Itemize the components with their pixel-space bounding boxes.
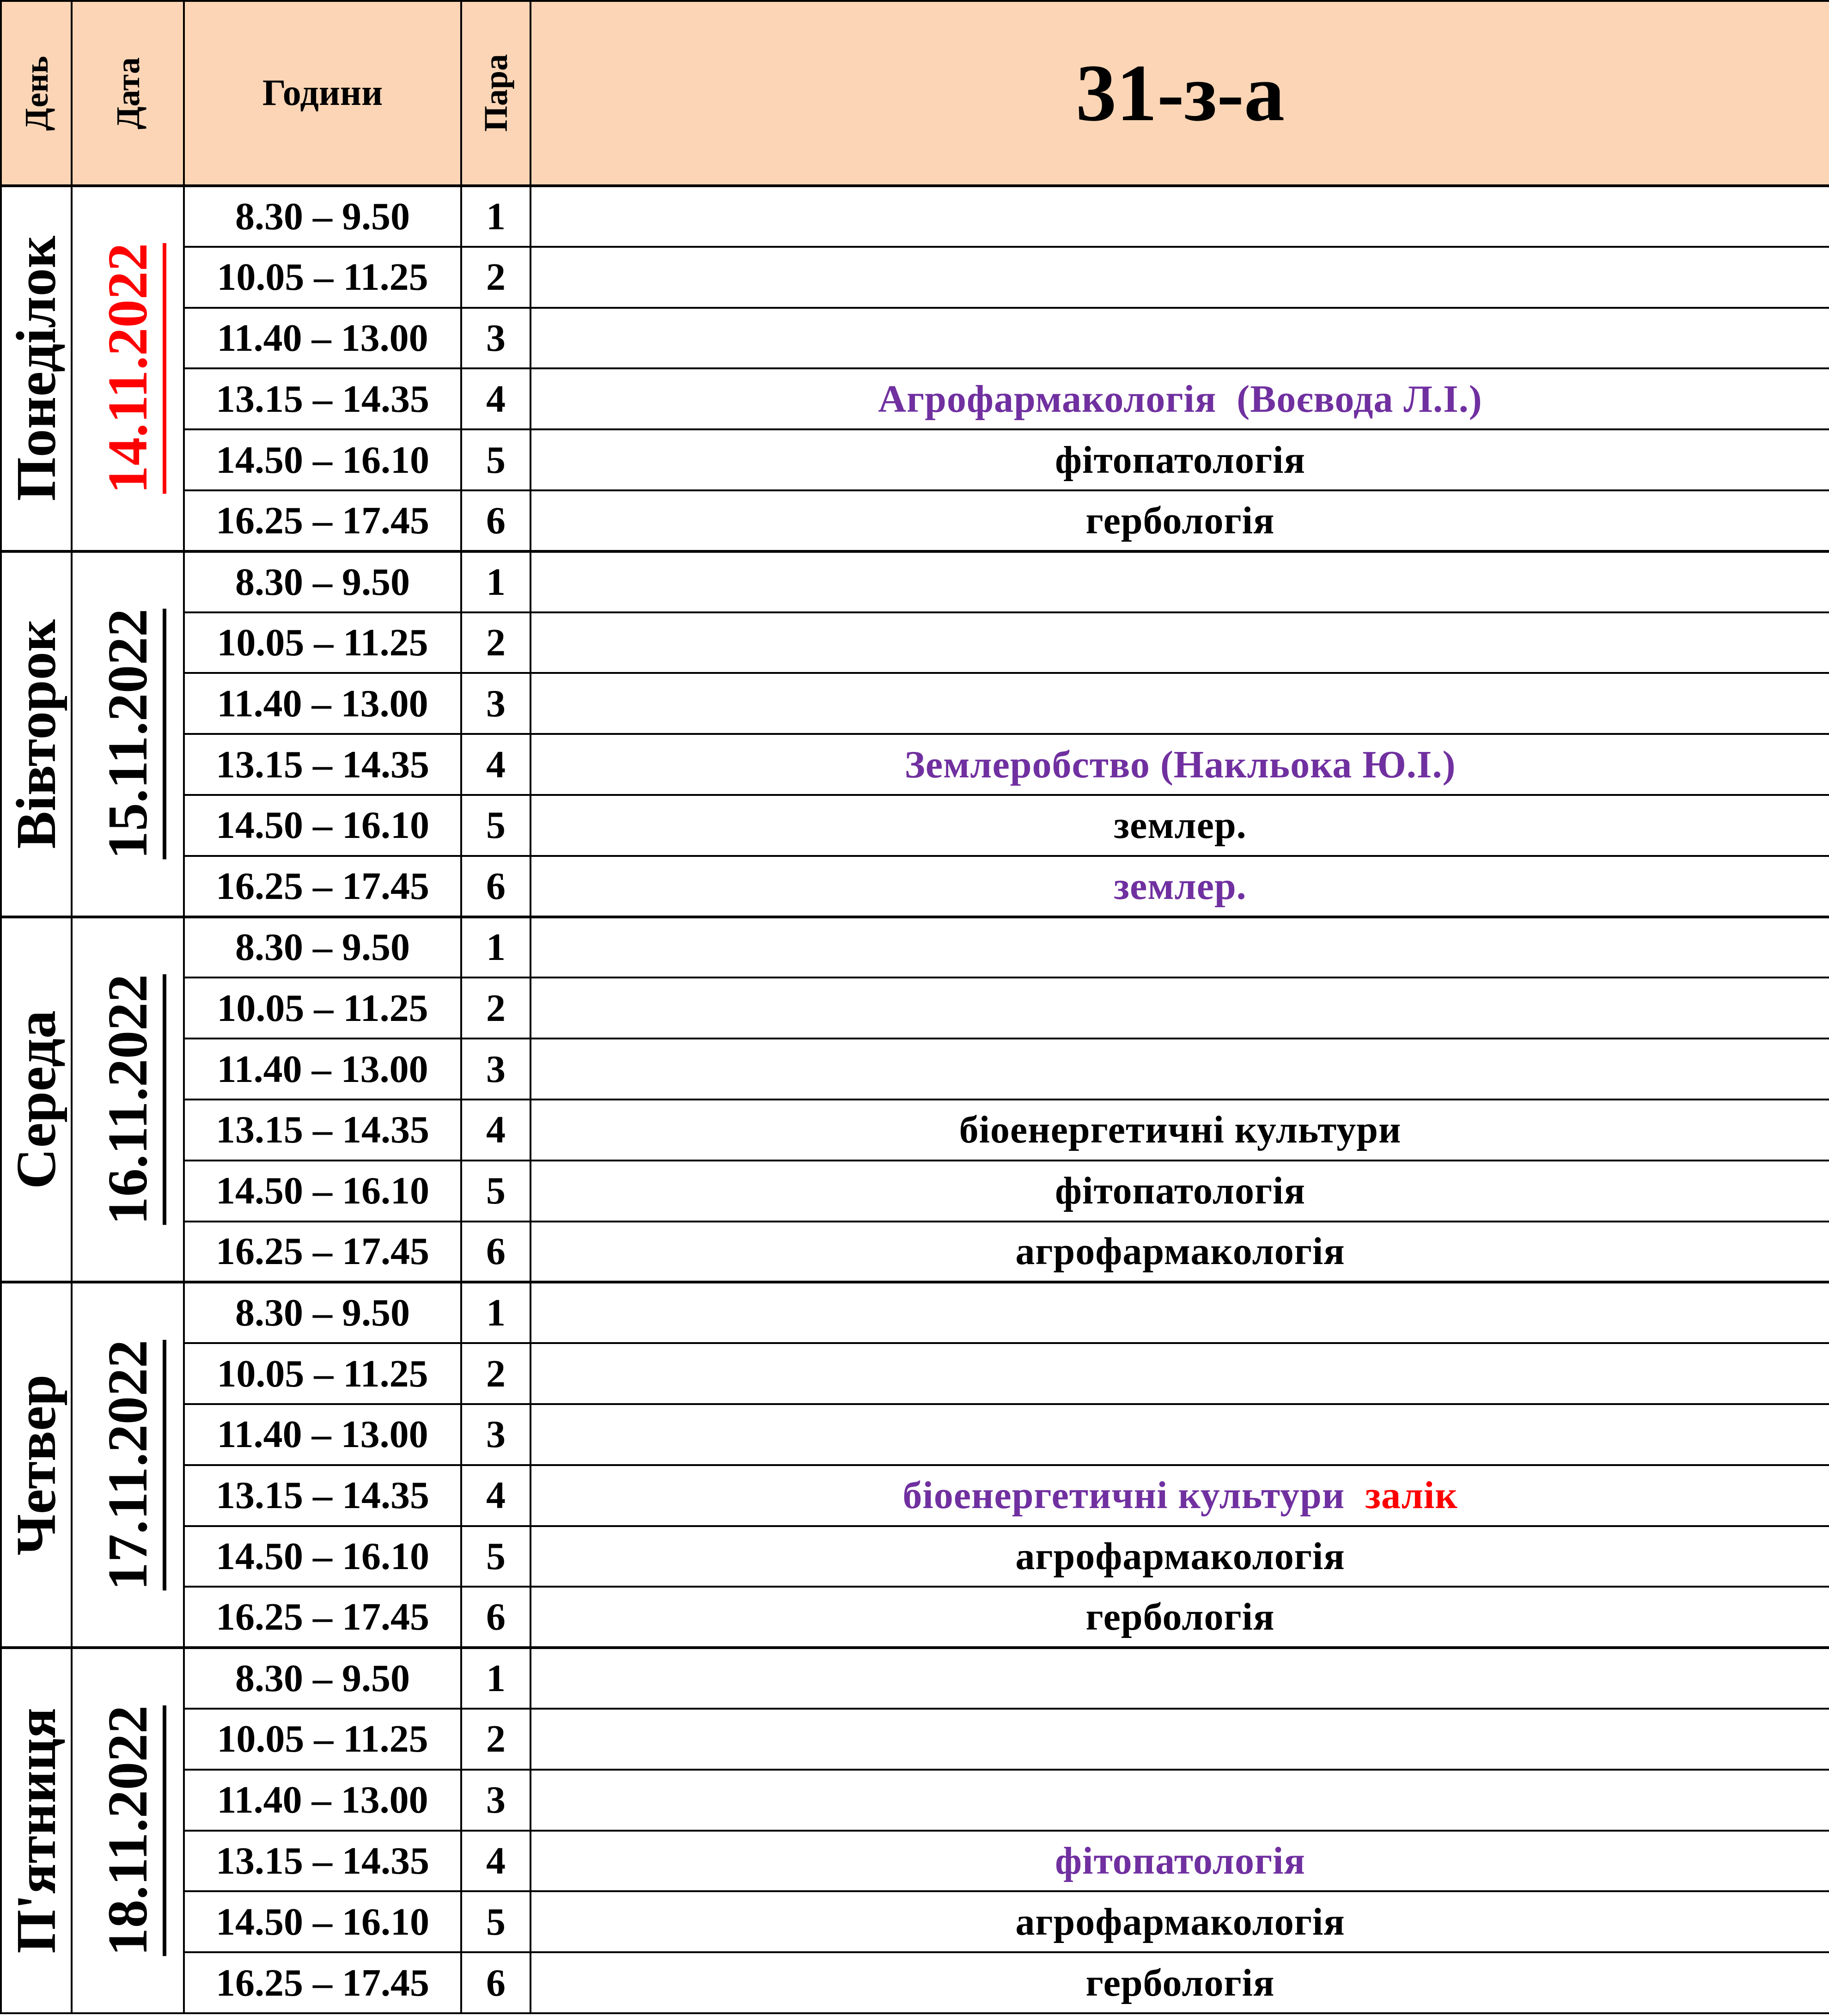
table-row [1,1039,1829,1100]
table-row [1,977,1829,1039]
day-name: Середа [5,1010,67,1189]
time-cell: 8.30 – 9.50 [184,186,461,247]
pair-number-cell: 3 [461,1770,530,1831]
time-cell: 10.05 – 11.25 [184,977,461,1039]
table-row [1,308,1829,369]
time-cell: 13.15 – 14.35 [184,734,461,795]
subject-text: фітопатологія [1055,1839,1305,1882]
date-cell [72,1282,184,1648]
time-cell: 10.05 – 11.25 [184,1709,461,1770]
header-row [1,1,1829,186]
pair-number-cell: 6 [461,856,530,917]
header-date-cell [72,1,184,186]
subject-cell [530,1770,1829,1831]
time-cell: 14.50 – 16.10 [184,429,461,490]
time-cell: 14.50 – 16.10 [184,1891,461,1952]
subject-text: землер. [1114,804,1247,847]
time-cell: 16.25 – 17.45 [184,856,461,917]
subject-cell [530,612,1829,673]
pair-number-cell: 5 [461,1891,530,1952]
time-cell: 8.30 – 9.50 [184,917,461,978]
subject-text: фітопатологія [1055,1169,1305,1213]
table-row [1,1648,1829,1709]
pair-number-cell: 1 [461,1648,530,1709]
subject-cell [530,1587,1829,1648]
subject-cell [530,1404,1829,1465]
pair-number-cell: 2 [461,1709,530,1770]
pair-number-cell: 4 [461,1831,530,1892]
table-row [1,1709,1829,1770]
day-cell [1,551,72,917]
time-cell: 16.25 – 17.45 [184,1222,461,1283]
subject-cell [530,1648,1829,1709]
subject-cell [530,186,1829,247]
time-cell: 11.40 – 13.00 [184,1039,461,1100]
time-cell: 14.50 – 16.10 [184,1526,461,1587]
subject-cell [530,1100,1829,1161]
day-name: П'ятниця [5,1708,67,1954]
time-cell: 14.50 – 16.10 [184,795,461,856]
subject-cell [530,429,1829,490]
subject-text: гербологія [1085,1961,1275,2004]
header-hours-cell [184,1,461,186]
table-row [1,1831,1829,1892]
pair-number-cell: 1 [461,917,530,978]
subject-cell [530,1343,1829,1404]
subject-cell [530,1222,1829,1283]
day-cell [1,186,72,551]
subject-text: біоенергетичні культури [959,1108,1402,1152]
subject-text: біоенергетичні культури [902,1474,1366,1517]
header-day-cell [1,1,72,186]
time-cell: 16.25 – 17.45 [184,1952,461,2013]
pair-number-cell: 4 [461,1100,530,1161]
time-cell: 11.40 – 13.00 [184,1770,461,1831]
subject-cell [530,1952,1829,2013]
subject-cell [530,490,1829,551]
pair-number-cell: 2 [461,977,530,1039]
header-pair: Пара [477,54,514,132]
table-row [1,673,1829,734]
date-cell [72,1648,184,2013]
date-text: 17.11.2022 [96,1339,159,1590]
time-cell: 10.05 – 11.25 [184,247,461,308]
table-row [1,734,1829,795]
table-row [1,1587,1829,1648]
pair-number-cell: 6 [461,1587,530,1648]
subject-text: фітопатологія [1055,438,1305,482]
table-row [1,186,1829,247]
table-row [1,1465,1829,1526]
pair-number-cell: 2 [461,612,530,673]
pair-number-cell: 2 [461,1343,530,1404]
pair-number-cell: 3 [461,1039,530,1100]
date-text: 14.11.2022 [96,243,159,494]
subject-cell [530,977,1829,1039]
pair-number-cell: 5 [461,795,530,856]
date-text: 15.11.2022 [96,609,159,860]
header-pair-cell [461,1,530,186]
time-cell: 8.30 – 9.50 [184,1648,461,1709]
subject-cell [530,1465,1829,1526]
table-row [1,612,1829,673]
subject-cell [530,1161,1829,1222]
subject-cell [530,1282,1829,1343]
table-row [1,368,1829,429]
subject-text: агрофармакологія [1015,1900,1345,1943]
header-day: День [18,55,55,131]
time-cell: 16.25 – 17.45 [184,490,461,551]
pair-number-cell: 3 [461,308,530,369]
table-row [1,1161,1829,1222]
subject-cell [530,1526,1829,1587]
schedule-body [1,186,1829,2013]
subject-cell [530,917,1829,978]
table-row [1,551,1829,612]
pair-number-cell: 5 [461,1161,530,1222]
exam-label: залік [1365,1474,1458,1517]
subject-text: гербологія [1085,1595,1275,1639]
pair-number-cell: 5 [461,1526,530,1587]
subject-cell [530,856,1829,917]
table-row [1,1222,1829,1283]
table-row [1,1282,1829,1343]
date-cell [72,551,184,917]
subject-cell [530,734,1829,795]
time-cell: 11.40 – 13.00 [184,673,461,734]
time-cell: 8.30 – 9.50 [184,551,461,612]
pair-number-cell: 6 [461,1222,530,1283]
pair-number-cell: 2 [461,247,530,308]
time-cell: 13.15 – 14.35 [184,1465,461,1526]
date-cell [72,917,184,1283]
pair-number-cell: 6 [461,490,530,551]
table-row [1,795,1829,856]
pair-number-cell: 4 [461,734,530,795]
time-cell: 13.15 – 14.35 [184,368,461,429]
day-name: Вівторок [5,619,67,849]
table-row [1,917,1829,978]
subject-cell [530,1039,1829,1100]
pair-number-cell: 4 [461,1465,530,1526]
date-cell [72,186,184,551]
pair-number-cell: 4 [461,368,530,429]
time-cell: 16.25 – 17.45 [184,1587,461,1648]
time-cell: 14.50 – 16.10 [184,1161,461,1222]
time-cell: 11.40 – 13.00 [184,308,461,369]
subject-cell [530,247,1829,308]
header-group-cell [530,1,1829,186]
day-cell [1,1648,72,2013]
pair-number-cell: 3 [461,673,530,734]
time-cell: 10.05 – 11.25 [184,1343,461,1404]
subject-cell [530,795,1829,856]
subject-cell [530,673,1829,734]
subject-text: Землеробство (Накльока Ю.І.) [904,743,1456,786]
subject-cell [530,308,1829,369]
subject-cell [530,1891,1829,1952]
day-cell [1,1282,72,1648]
subject-cell [530,1709,1829,1770]
time-cell: 13.15 – 14.35 [184,1831,461,1892]
subject-text: агрофармакологія [1015,1534,1345,1578]
subject-text: гербологія [1085,499,1275,542]
time-cell: 8.30 – 9.50 [184,1282,461,1343]
day-name: Понеділок [5,236,67,501]
time-cell: 10.05 – 11.25 [184,612,461,673]
table-row [1,1891,1829,1952]
subject-cell [530,551,1829,612]
subject-text: землер. [1114,864,1247,908]
pair-number-cell: 5 [461,429,530,490]
time-cell: 13.15 – 14.35 [184,1100,461,1161]
table-row [1,1526,1829,1587]
subject-text: Агрофармакологія (Воєвода Л.І.) [878,377,1482,421]
pair-number-cell: 6 [461,1952,530,2013]
pair-number-cell: 1 [461,1282,530,1343]
pair-number-cell: 1 [461,551,530,612]
time-cell: 11.40 – 13.00 [184,1404,461,1465]
table-row [1,1100,1829,1161]
group-title: 31-з-а [1076,48,1285,138]
table-row [1,856,1829,917]
pair-number-cell: 1 [461,186,530,247]
table-row [1,1404,1829,1465]
table-row [1,1952,1829,2013]
header-hours: Години [262,73,383,113]
day-name: Четвер [5,1374,67,1556]
subject-text: агрофармакологія [1015,1230,1345,1273]
date-text: 18.11.2022 [96,1705,159,1956]
header-date: Дата [109,57,146,129]
table-row [1,490,1829,551]
table-row [1,247,1829,308]
date-text: 16.11.2022 [96,974,159,1225]
table-row [1,1770,1829,1831]
day-cell [1,917,72,1283]
subject-cell [530,1831,1829,1892]
table-row [1,1343,1829,1404]
table-row [1,429,1829,490]
subject-cell [530,368,1829,429]
pair-number-cell: 3 [461,1404,530,1465]
